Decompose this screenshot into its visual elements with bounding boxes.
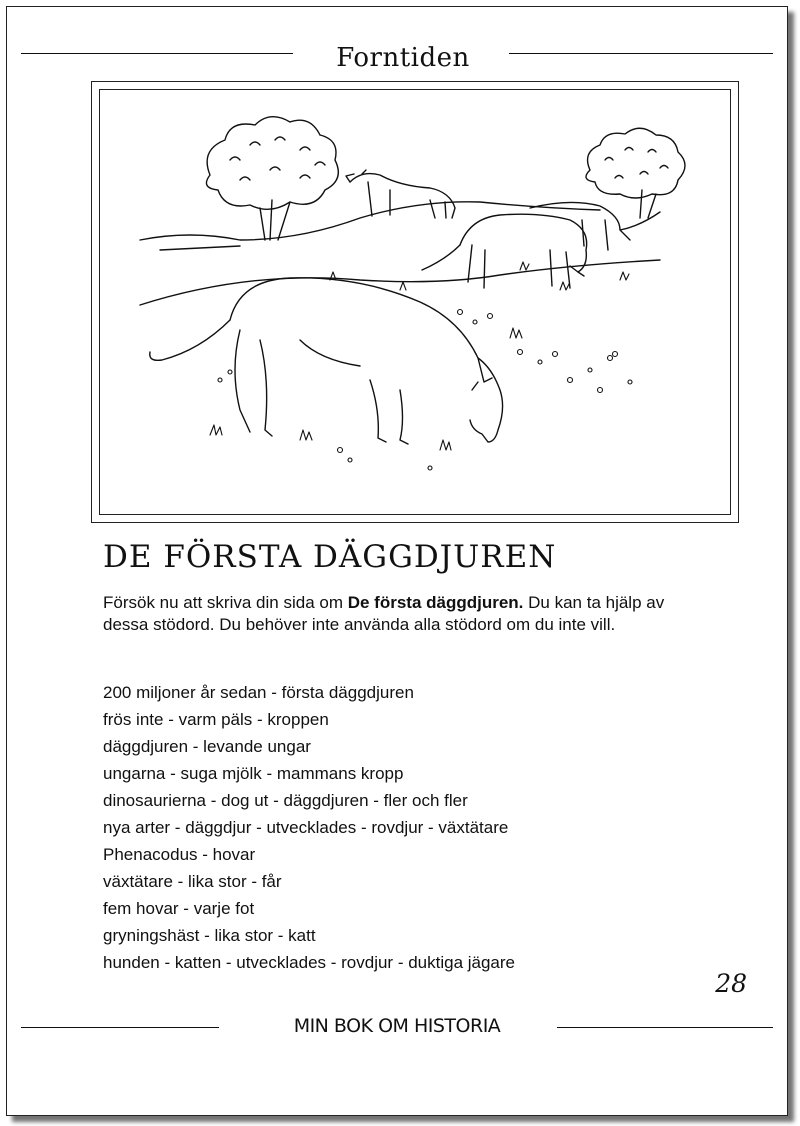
keyword-line: Phenacodus - hovar [103, 845, 256, 864]
keyword-line: frös inte - varm päls - kroppen [103, 710, 329, 729]
section-title: DE FÖRSTA DÄGGDJUREN [103, 539, 557, 575]
intro-text-after: Du kan ta hjälp av dessa stödord. Du behöver inte använda alla stödord om du inte vill. [103, 593, 665, 634]
keyword-line: 200 miljoner år sedan - första däggdjuren [103, 683, 414, 702]
header-rule-right [509, 53, 773, 54]
mammals-illustration [100, 90, 728, 512]
keyword-line: däggdjuren - levande ungar [103, 737, 311, 756]
keyword-line: fem hovar - varje fot [103, 899, 255, 918]
footer-rule-left [21, 1027, 219, 1028]
page [6, 6, 788, 1116]
mammal-distant [346, 170, 455, 218]
book-title: MIN BOK OM HISTORIA [293, 1015, 501, 1037]
intro-text-before: Försök nu att skriva din sida om [103, 593, 348, 612]
ground-line [140, 260, 660, 305]
tree-left [206, 117, 338, 240]
footer-rule-right [557, 1027, 773, 1028]
intro-text-bold: De första däggdjuren. [347, 593, 524, 612]
chapter-title: Forntiden [336, 43, 470, 73]
keyword-line: ungarna - suga mjölk - mammans kropp [103, 764, 404, 783]
keyword-line: nya arter - däggdjur - utvecklades - rovdjur - växtätare [103, 818, 509, 837]
grass-tufts [210, 262, 629, 450]
mammal-foreground [150, 278, 503, 444]
pebbles [218, 310, 632, 471]
tree-right [586, 128, 685, 218]
keyword-list [103, 682, 723, 979]
hill-line-back [160, 246, 240, 250]
keyword-line: gryningshäst - lika stor - katt [103, 926, 316, 945]
keyword-line: hunden - katten - utvecklades - rovdjur - duktiga jägare [103, 953, 516, 972]
keyword-line: dinosaurierna - dog ut - däggdjuren - fler och fler [103, 791, 468, 810]
intro-paragraph [103, 592, 703, 636]
header-rule-left [21, 53, 293, 54]
page-number: 28 [715, 969, 747, 998]
keyword-line: växtätare - lika stor - får [103, 872, 282, 891]
